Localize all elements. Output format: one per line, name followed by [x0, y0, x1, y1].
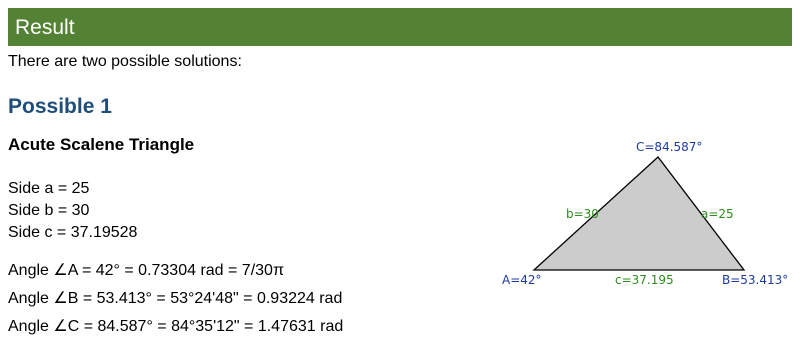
side-b-line: Side b = 30 [8, 202, 90, 219]
vertex-c-label: C=84.587° [636, 140, 703, 154]
side-c-line: Side c = 37.19528 [8, 224, 138, 241]
side-c-label: c=37.195 [615, 273, 674, 287]
intro-text: There are two possible solutions: [8, 53, 242, 70]
result-title: Result [15, 15, 75, 39]
vertex-b-label: B=53.413° [722, 273, 789, 287]
angle-a-line: Angle ∠A = 42° = 0.73304 rad = 7/30π [8, 262, 284, 279]
solution-heading: Possible 1 [8, 95, 112, 118]
side-a-line: Side a = 25 [8, 180, 90, 197]
side-a-label: a=25 [701, 207, 734, 221]
result-header [8, 8, 792, 46]
sides-list [8, 178, 137, 244]
angles-list [8, 257, 343, 341]
angle-c-line: Angle ∠C = 84.587° = 84°35'12" = 1.47631 rad [8, 318, 344, 335]
triangle-diagram [490, 130, 800, 295]
side-b-label: b=30 [566, 207, 599, 221]
angle-b-line: Angle ∠B = 53.413° = 53°24'48" = 0.93224 rad [8, 290, 343, 307]
vertex-a-label: A=42° [502, 273, 542, 287]
triangle-type: Acute Scalene Triangle [8, 135, 195, 154]
